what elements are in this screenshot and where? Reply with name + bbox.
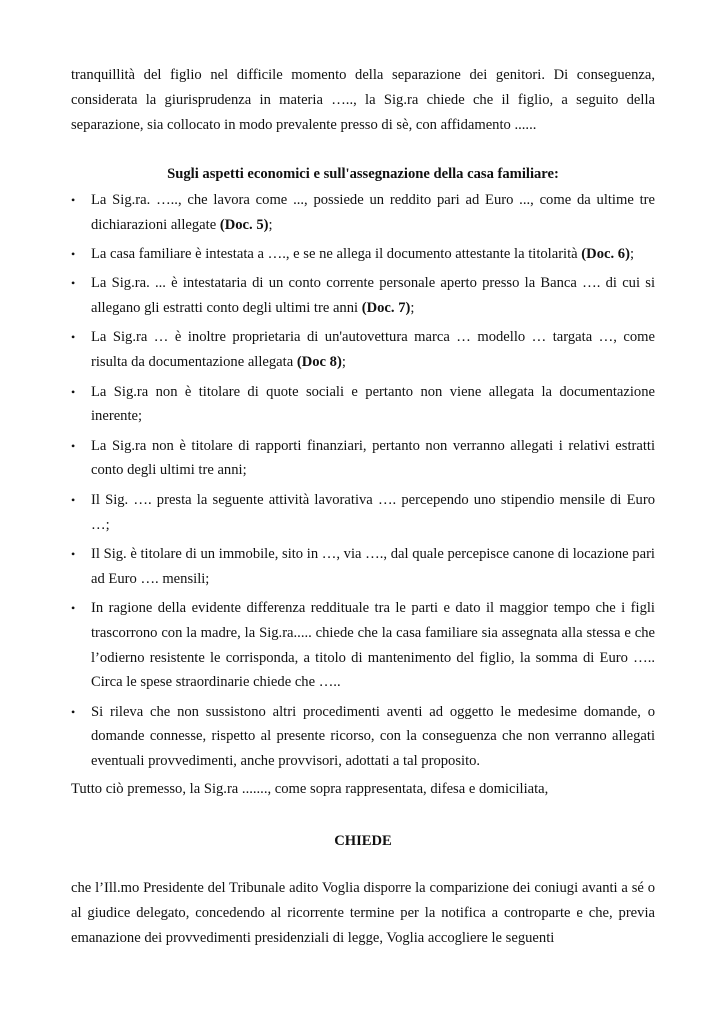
premise-paragraph: Tutto ciò premesso, la Sig.ra ......., come sopra rappresentata, difesa e domiciliata, [71, 781, 549, 797]
list-item-tail: ; [629, 246, 634, 263]
chiede-heading: CHIEDE [334, 833, 392, 849]
bullet-icon: • [71, 384, 76, 399]
list-item [71, 242, 655, 267]
list-item [71, 542, 655, 592]
list-item-tail: ; [268, 216, 273, 233]
list-item-text: La Sig.ra non è titolare di quote sociali e pertanto non viene allegata la documentazione inerente; [91, 383, 655, 425]
list-item-text: Il Sig. è titolare di un immobile, sito in …, via …., dal quale percepisce canone di locazione pari ad Euro …. mensili; [91, 545, 655, 587]
bullet-list [71, 188, 655, 779]
list-item [71, 380, 655, 430]
list-item-text: La casa familiare è intestata a …., e se ne allega il documento attestante la titolarità [91, 246, 582, 263]
list-item [71, 271, 655, 321]
list-item [71, 325, 655, 375]
list-item-text: In ragione della evidente differenza reddituale tra le parti e dato il maggior tempo che i figli trascorrono con la madre, la Sig.ra..... chiede che la casa familiare sia assegnata alla stessa e che l’odierno resistente le corrisponda, a titolo di mantenimento del figlio, la somma di Euro ….. Circa le spese straordinarie chiede che ….. [91, 599, 655, 691]
list-item-text: La Sig.ra … è inoltre proprietaria di un'autovettura marca … modello … targata …, come risulta da documentazione allegata [91, 329, 655, 371]
list-item [71, 488, 655, 538]
bullet-icon: • [71, 438, 76, 453]
doc-reference: (Doc. 7) [361, 300, 411, 317]
doc-reference: (Doc. 5) [219, 216, 269, 233]
list-item [71, 596, 655, 695]
list-item-text: Si rileva che non sussistono altri procedimenti aventi ad oggetto le medesime domande, o domande connesse, rispetto al presente ricorso, con la conseguenza che non verranno allegati eventuali provvedimenti, anche provvisori, adottati a tal proposito. [91, 703, 655, 770]
bullet-icon: • [71, 600, 76, 615]
list-item [71, 434, 655, 484]
bullet-icon: • [71, 492, 76, 507]
bullet-icon: • [71, 276, 76, 291]
list-item-text: Il Sig. …. presta la seguente attività lavorativa …. percependo uno stipendio mensile di Euro …; [91, 491, 655, 533]
bullet-icon: • [71, 704, 76, 719]
list-item-tail: ; [410, 300, 415, 317]
list-item [71, 188, 655, 238]
list-item [71, 700, 655, 774]
list-item-tail: ; [341, 354, 346, 371]
closing-paragraph: che l’Ill.mo Presidente del Tribunale adito Voglia disporre la comparizione dei coniugi avanti a sé o al giudice delegato, concedendo al ricorrente termine per la notifica a controparte e che, previa emanazione dei provvedimenti presidenziali di legge, Voglia accogliere le seguenti [71, 880, 655, 946]
bullet-icon: • [71, 546, 76, 561]
intro-paragraph: tranquillità del figlio nel difficile momento della separazione dei genitori. Di conseguenza, considerata la giurisprudenza in materia ….., la Sig.ra chiede che il figlio, a seguito della separazione, sia collocato in modo prevalente presso di sè, con affidamento ...... [71, 67, 655, 133]
bullet-icon: • [71, 193, 76, 207]
bullet-icon: • [71, 247, 76, 262]
section-heading: Sugli aspetti economici e sull'assegnazione della casa familiare: [167, 166, 559, 182]
bullet-icon: • [71, 330, 76, 345]
list-item-text: La Sig.ra. ... è intestataria di un conto corrente personale aperto presso la Banca …. di cui si allegano gli estratti conto degli ultimi tre anni [91, 275, 655, 317]
list-item-text: La Sig.ra non è titolare di rapporti finanziari, pertanto non verranno allegati i relativi estratti conto degli ultimi tre anni; [91, 437, 655, 479]
doc-reference: (Doc. 6) [581, 246, 630, 263]
doc-reference: (Doc 8) [296, 354, 342, 371]
list-item-text: La Sig.ra. ….., che lavora come ..., possiede un reddito pari ad Euro ..., come da ultime tre dichiarazioni allegate [91, 192, 655, 233]
